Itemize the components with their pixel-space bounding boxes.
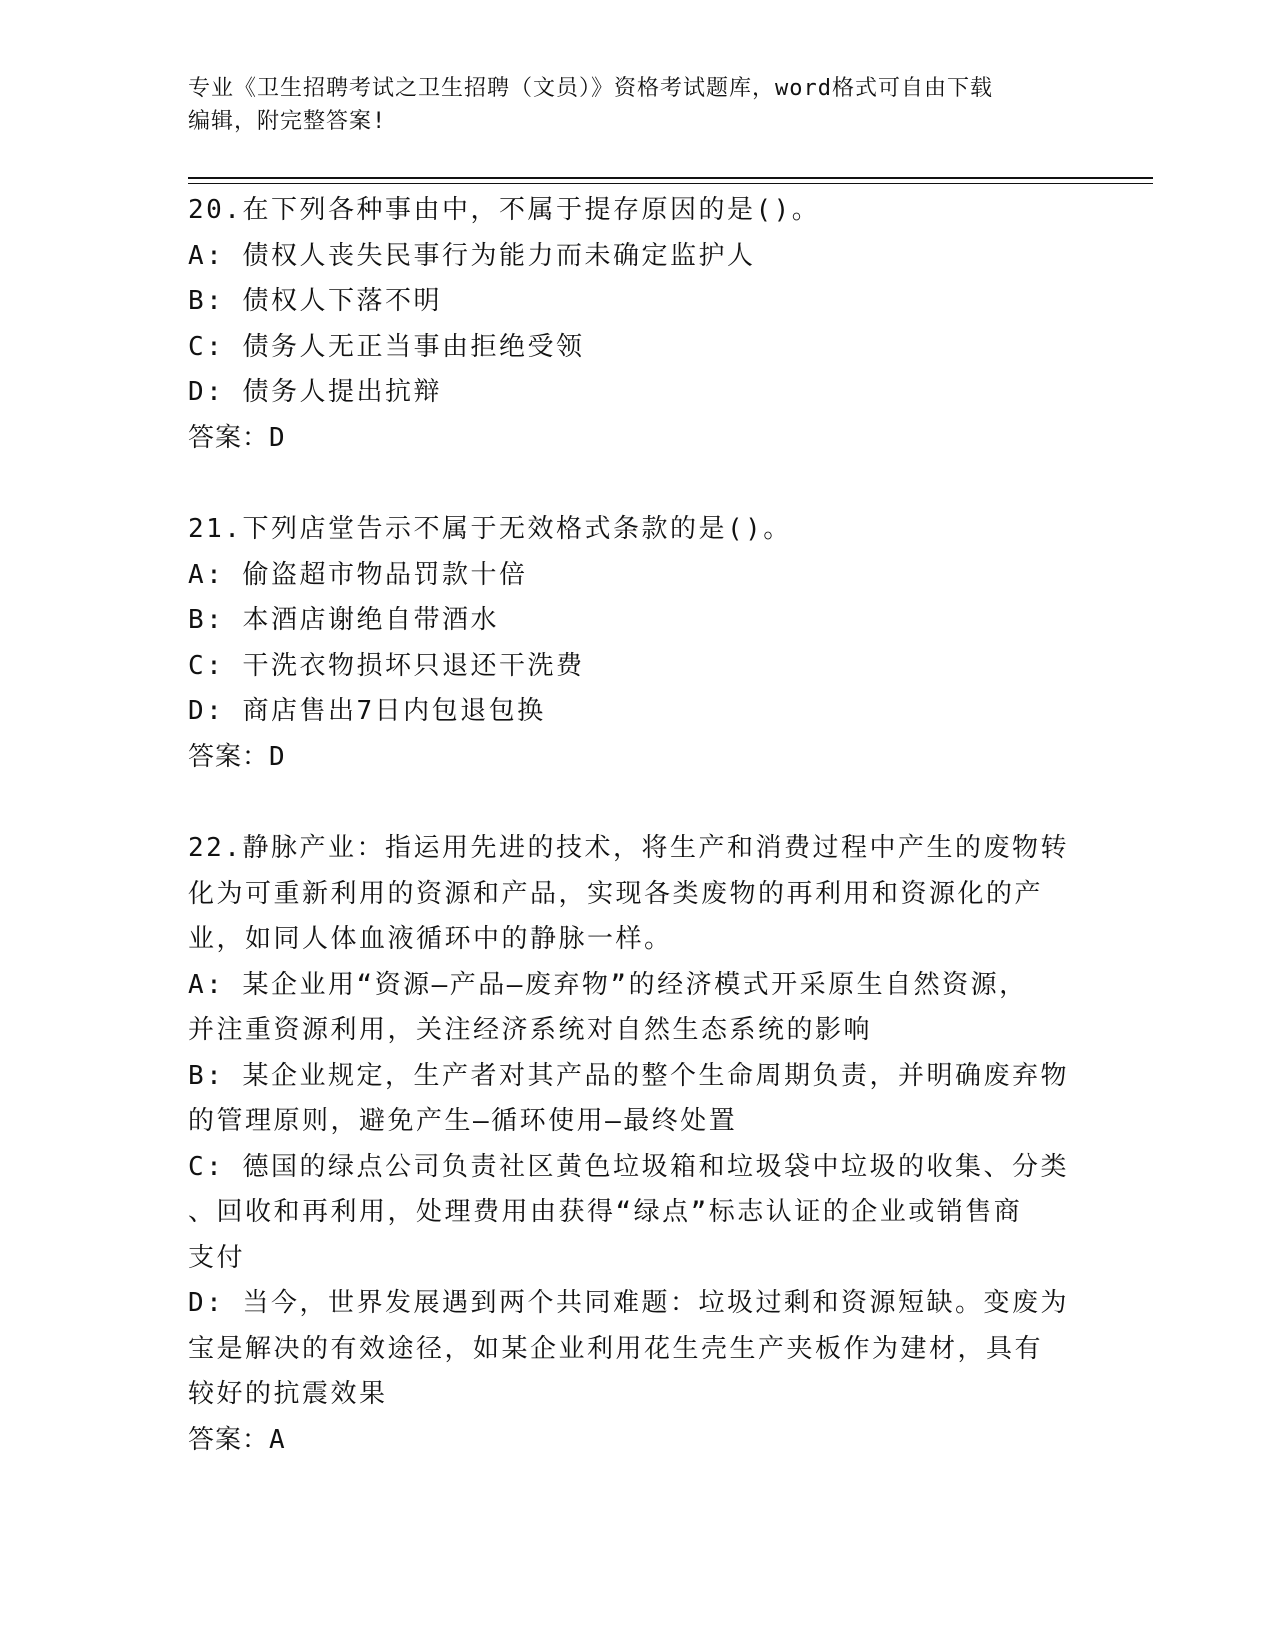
option-b: B: 本酒店谢绝自带酒水 [188,605,499,635]
option-b: B: 债权人下落不明 [188,286,442,316]
question-22 [188,826,1098,1463]
option-c: 支付 [188,1242,246,1273]
answer: 答案：A [188,1424,286,1455]
option-a: A: 某企业用“资源—产品—废弃物”的经济模式开采原生自然资源， [188,969,1028,1000]
option-d: 宝是解决的有效途径，如某企业利用花生壳生产夹板作为建材，具有 [188,1333,1044,1364]
question-stem: 业，如同人体血液循环中的静脉一样。 [188,924,673,954]
header-divider-thin [188,183,1153,184]
question-stem: 22.静脉产业：指运用先进的技术，将生产和消费过程中产生的废物转 [188,833,1069,863]
option-a: A: 偷盗超市物品罚款十倍 [188,559,528,590]
question-21 [188,507,1098,780]
option-b: 的管理原则，避免产生—循环使用—最终处置 [188,1106,738,1136]
option-a: A: 债权人丧失民事行为能力而未确定监护人 [188,240,756,271]
question-stem: 21.下列店堂告示不属于无效格式条款的是()。 [188,514,792,544]
option-c: C: 债务人无正当事由拒绝受领 [188,331,585,362]
header-line: 专业《卫生招聘考试之卫生招聘（文员）》资格考试题库，word格式可自由下载 [188,76,993,101]
document-header [188,72,1088,138]
option-d: D: 债务人提出抗辩 [188,377,442,407]
option-b: B: 某企业规定，生产者对其产品的整个生命周期负责，并明确废弃物 [188,1060,1069,1091]
question-stem: 化为可重新利用的资源和产品，实现各类废物的再利用和资源化的产 [188,878,1044,909]
header-line: 编辑，附完整答案! [188,109,387,134]
answer: 答案：D [188,741,286,772]
question-list [188,188,1098,1509]
option-d: 较好的抗震效果 [188,1379,388,1409]
option-d: D: 商店售出7日内包退包换 [188,696,546,726]
option-c: 、回收和再利用，处理费用由获得“绿点”标志认证的企业或销售商 [188,1197,1023,1227]
answer: 答案：D [188,422,286,453]
question-stem: 20.在下列各种事由中，不属于提存原因的是()。 [188,195,821,225]
option-c: C: 德国的绿点公司负责社区黄色垃圾箱和垃圾袋中垃圾的收集、分类 [188,1151,1069,1182]
header-divider-thick [188,177,1153,179]
option-a: 并注重资源利用，关注经济系统对自然生态系统的影响 [188,1015,873,1045]
option-d: D: 当今，世界发展遇到两个共同难题：垃圾过剩和资源短缺。变废为 [188,1288,1069,1318]
question-20 [188,188,1098,461]
option-c: C: 干洗衣物损坏只退还干洗费 [188,650,585,681]
